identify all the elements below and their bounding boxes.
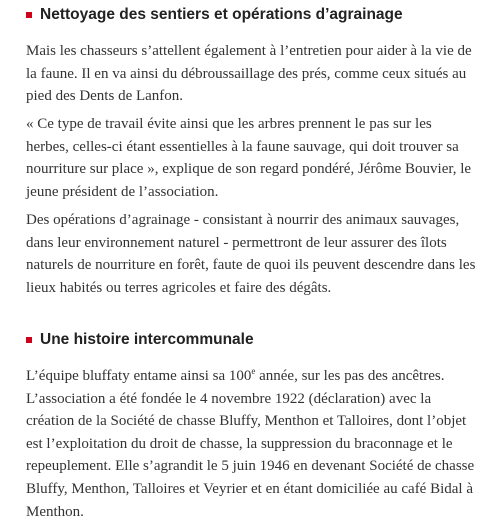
red-square-bullet-icon — [26, 337, 32, 343]
paragraph-debroussaillage: Mais les chasseurs s’attellent également à l’entretien pour aider à la vie de la faune. Il en va ainsi du débroussaillage des prés, comme ceux situés au pied des Dents de Lanfon. — [26, 43, 472, 105]
ordinal-superscript: e — [251, 366, 256, 376]
section-heading-text: Nettoyage des sentiers et opérations d’agrainage — [40, 6, 403, 23]
paragraph-text-rest: année, sur les pas des ancêtres. L’association a été fondée le 4 novembre 1922 (déclaration) avec la création de la Société de chasse Bluffy, Menthon et Talloires, dont l’objet est l’exploitation du droit de chasse, la suppression du braconnage et le repeuplement. Elle s’agrandit le 5 juin 1946 en devenant Société de chasse Bluffy, Menthon, Talloires et Veyrier et en étant domiciliée au café Bidal à Menthon. — [26, 368, 475, 520]
paragraph-histoire — [26, 365, 478, 523]
paragraph-agrainage: Des opérations d’agrainage - consistant à nourrir des animaux sauvages, dans leur environnement naturel - permettront de leur assurer des îlots naturels de nourriture en forêt, faute de quoi ils peuvent descendre dans les lieux habités ou terres agricoles et faire des dégâts. — [26, 212, 476, 296]
section-heading-histoire — [26, 330, 254, 350]
section-heading-nettoyage — [26, 5, 403, 25]
paragraph-quote-jerome-bouvier: « Ce type de travail évite ainsi que les arbres prennent le pas sur les herbes, celles-ci étant essentielles à la faune sauvage, qui doit trouver sa nourriture sur place », explique de son regard pondéré, Jérôme Bouvier, le jeune président de l’association. — [26, 116, 472, 200]
paragraph-text-start: L’équipe bluffaty entame ainsi sa 100 — [26, 368, 252, 384]
section-heading-text: Une histoire intercommunale — [40, 331, 254, 348]
red-square-bullet-icon — [26, 12, 32, 18]
